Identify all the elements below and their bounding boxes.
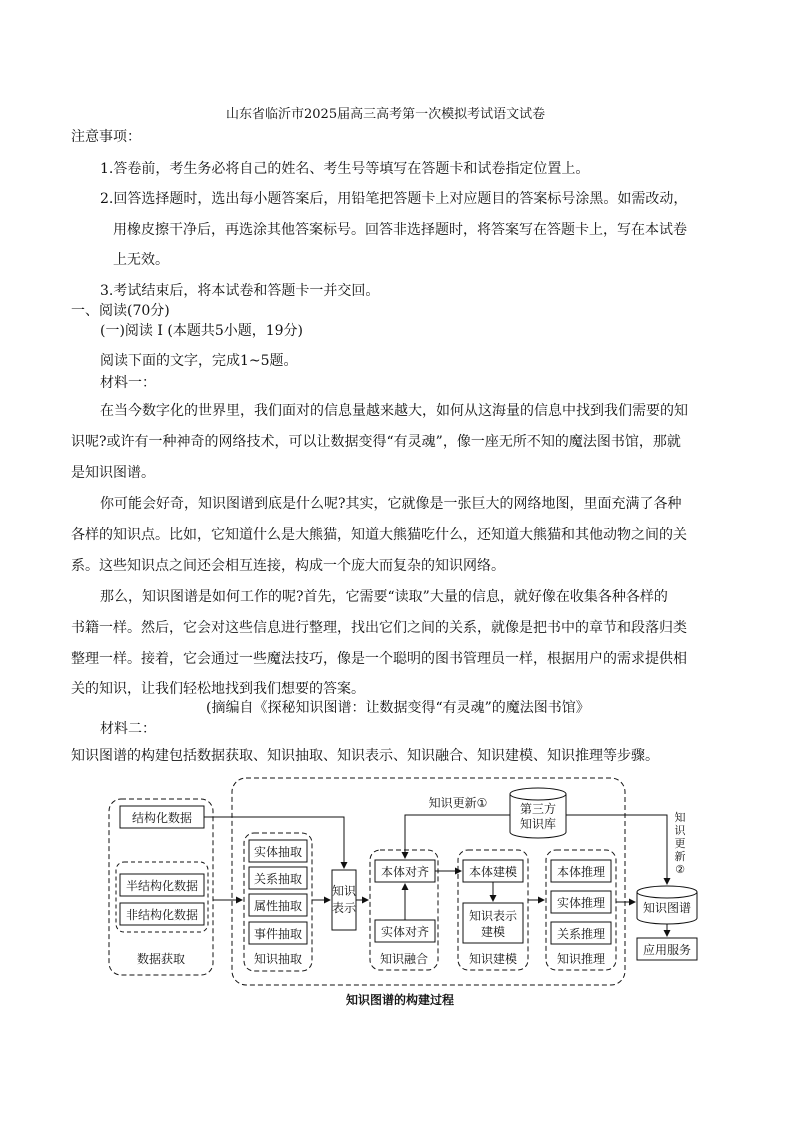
label-event-extract: 事件抽取 — [253, 927, 303, 941]
para1-line2: 识呢?或许有一种神奇的网络技术，可以让数据变得“有灵魂”，像一座无所不知的魔法图书馆，那就 — [71, 434, 681, 450]
label-entity-reason: 实体推理 — [556, 896, 606, 910]
label-attribute-extract: 属性抽取 — [253, 899, 303, 913]
label-kg: 知识图谱 — [642, 901, 692, 915]
label-group-reason: 知识推理 — [556, 952, 606, 966]
sub-heading: (一)阅读 I (本题共5小题，19分) — [100, 323, 303, 339]
label-ontology-reason: 本体推理 — [556, 865, 606, 879]
material2-label: 材料二： — [100, 721, 156, 737]
label-third-party-1: 第三方 — [519, 802, 557, 816]
box-represent — [332, 870, 356, 930]
notice-heading: 注意事项： — [71, 129, 141, 145]
para2-line2: 各样的知识点。比如，它知道什么是大熊猫，知道大熊猫吃什么，还知道大熊猫和其他动物之间的关 — [71, 527, 687, 543]
label-ontology-align: 本体对齐 — [380, 865, 430, 879]
label-update2-3: 更 — [674, 837, 686, 850]
label-group-data: 数据获取 — [136, 952, 186, 966]
notice-item-3: 3.考试结束后，将本试卷和答题卡一并交回。 — [100, 283, 380, 299]
label-update2-4: 新 — [674, 850, 686, 863]
label-represent-2: 表示 — [331, 901, 357, 915]
para2-line3: 系。这些知识点之间还会相互连接，构成一个庞大而复杂的知识网络。 — [71, 558, 505, 574]
label-repr-model-2: 建模 — [480, 925, 506, 939]
label-represent-1: 知识 — [331, 884, 357, 898]
para2-line1: 你可能会好奇，知识图谱到底是什么呢?其实，它就像是一张巨大的网络地图，里面充满了各种 — [100, 496, 682, 512]
label-group-model: 知识建模 — [468, 952, 518, 966]
source-citation: (摘编自《探秘知识图谱：让数据变得“有灵魂”的魔法图书馆》 — [206, 700, 590, 716]
label-relation-extract: 关系抽取 — [253, 872, 303, 886]
label-third-party-2: 知识库 — [519, 817, 557, 831]
notice-item-2-end: 上无效。 — [113, 252, 169, 268]
label-entity-align: 实体对齐 — [380, 925, 430, 939]
notice-item-1: 1.答卷前，考生务必将自己的姓名、考生号等填写在答题卡和试卷指定位置上。 — [100, 161, 590, 177]
para3-line4: 关的知识，让我们轻松地找到我们想要的答案。 — [71, 681, 365, 697]
label-app: 应用服务 — [642, 943, 692, 957]
para3-line1: 那么，知识图谱是如何工作的呢?首先，它需要“读取”大量的信息，就好像在收集各种各样的 — [100, 589, 668, 605]
label-relation-reason: 关系推理 — [556, 927, 606, 941]
para3-line3: 整理一样。接着，它会通过一些魔法技巧，像是一个聪明的图书管理员一样，根据用户的需求提供相 — [71, 651, 687, 667]
diagram-caption: 知识图谱的构建过程 — [345, 993, 455, 1007]
notice-item-2-cont: 用橡皮擦干净后，再选涂其他答案标号。回答非选择题时，将答案写在答题卡上，写在本试卷 — [113, 222, 687, 238]
label-update2-1: 知 — [674, 811, 686, 824]
label-ontology-model: 本体建模 — [468, 865, 518, 879]
label-group-extract: 知识抽取 — [253, 952, 303, 966]
para4: 知识图谱的构建包括数据获取、知识抽取、知识表示、知识融合、知识建模、知识推理等步骤。 — [71, 748, 659, 764]
section-heading: 一、阅读(70分) — [71, 303, 170, 319]
para1-line3: 是知识图谱。 — [71, 465, 155, 481]
label-unstructured: 非结构化数据 — [125, 908, 199, 922]
label-entity-extract: 实体抽取 — [253, 845, 303, 859]
label-structured: 结构化数据 — [131, 811, 193, 825]
para3-line2: 书籍一样。然后，它会对这些信息进行整理，找出它们之间的关系，就像是把书中的章节和段落归类 — [71, 620, 687, 636]
label-semi-structured: 半结构化数据 — [125, 879, 199, 893]
instruction: 阅读下面的文字，完成1~5题。 — [100, 353, 298, 369]
label-group-fusion: 知识融合 — [379, 952, 429, 966]
page-title: 山东省临沂市2025届高三高考第一次模拟考试语文试卷 — [226, 107, 546, 122]
material1-label: 材料一： — [100, 375, 156, 391]
knowledge-graph-diagram — [100, 770, 740, 1015]
label-update1: 知识更新① — [428, 796, 488, 810]
label-repr-model-1: 知识表示 — [468, 909, 518, 923]
label-update2-5: ② — [675, 863, 685, 876]
label-update2-2: 识 — [674, 824, 686, 837]
para1-line1: 在当今数字化的世界里，我们面对的信息量越来越大，如何从这海量的信息中找到我们需要的知 — [100, 403, 688, 419]
notice-item-2: 2.回答选择题时，选出每小题答案后，用铅笔把答题卡上对应题目的答案标号涂黑。如需改动， — [100, 191, 688, 207]
arrow-update1 — [405, 815, 510, 858]
